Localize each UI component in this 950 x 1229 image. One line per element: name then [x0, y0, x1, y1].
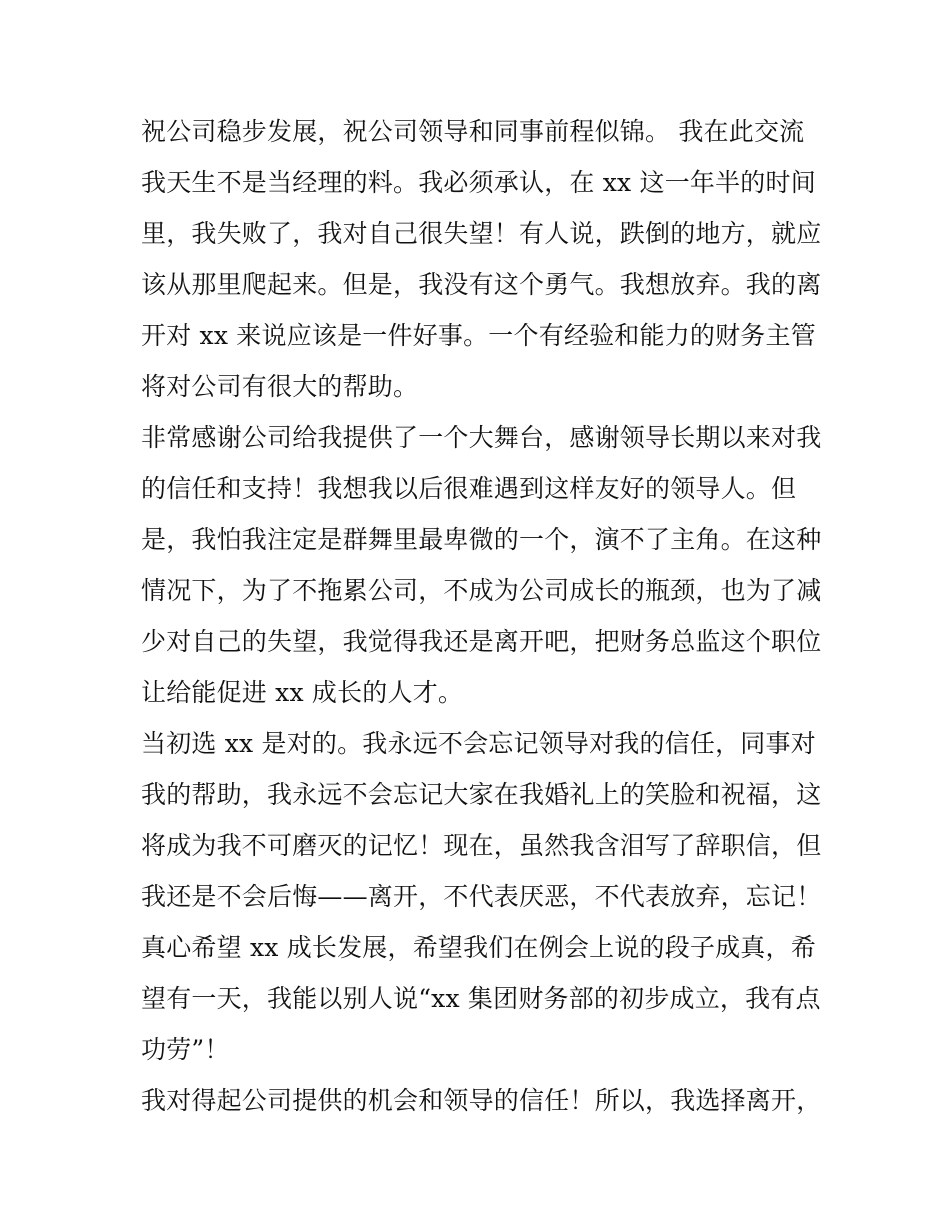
document-body — [141, 106, 821, 1126]
text-line-6: 将对公司有很大的帮助。 — [141, 372, 419, 401]
text-line-9: 是，我怕我注定是群舞里最卑微的一个，演不了主角。在这种 — [141, 525, 822, 554]
text-line-17: 真心希望 xx 成长发展，希望我们在例会上说的段子成真，希 — [141, 933, 816, 962]
text-line-18: 望有一天，我能以别人说“xx 集团财务部的初步成立，我有点 — [141, 984, 821, 1013]
text-line-20: 我对得起公司提供的机会和领导的信任！所以，我选择离开， — [141, 1086, 822, 1115]
text-line-5: 开对 xx 来说应该是一件好事。一个有经验和能力的财务主管 — [141, 321, 816, 350]
text-line-1: 祝公司稳步发展，祝公司领导和同事前程似锦。 我在此交流 — [141, 117, 805, 146]
text-line-19: 功劳”！ — [141, 1035, 230, 1064]
text-line-12: 让给能促进 xx 成长的人才。 — [141, 678, 464, 707]
text-line-7: 非常感谢公司给我提供了一个大舞台，感谢领导长期以来对我 — [141, 423, 822, 452]
text-line-14: 我的帮助，我永远不会忘记大家在我婚礼上的笑脸和祝福，这 — [141, 780, 822, 809]
text-line-16: 我还是不会后悔——离开，不代表厌恶，不代表放弃，忘记！ — [141, 882, 822, 911]
text-line-3: 里，我失败了，我对自己很失望！有人说，跌倒的地方，就应 — [141, 219, 822, 248]
text-line-11: 少对自己的失望，我觉得我还是离开吧，把财务总监这个职位 — [141, 627, 822, 656]
text-line-2: 我天生不是当经理的料。我必须承认，在 xx 这一年半的时间 — [141, 168, 816, 197]
text-line-13: 当初选 xx 是对的。我永远不会忘记领导对我的信任，同事对 — [141, 729, 816, 758]
text-line-10: 情况下，为了不拖累公司，不成为公司成长的瓶颈，也为了减 — [141, 576, 822, 605]
text-line-8: 的信任和支持！我想我以后很难遇到这样友好的领导人。但 — [141, 474, 797, 503]
text-line-15: 将成为我不可磨灭的记忆！现在，虽然我含泪写了辞职信，但 — [141, 831, 822, 860]
text-line-4: 该从那里爬起来。但是，我没有这个勇气。我想放弃。我的离 — [141, 270, 822, 299]
